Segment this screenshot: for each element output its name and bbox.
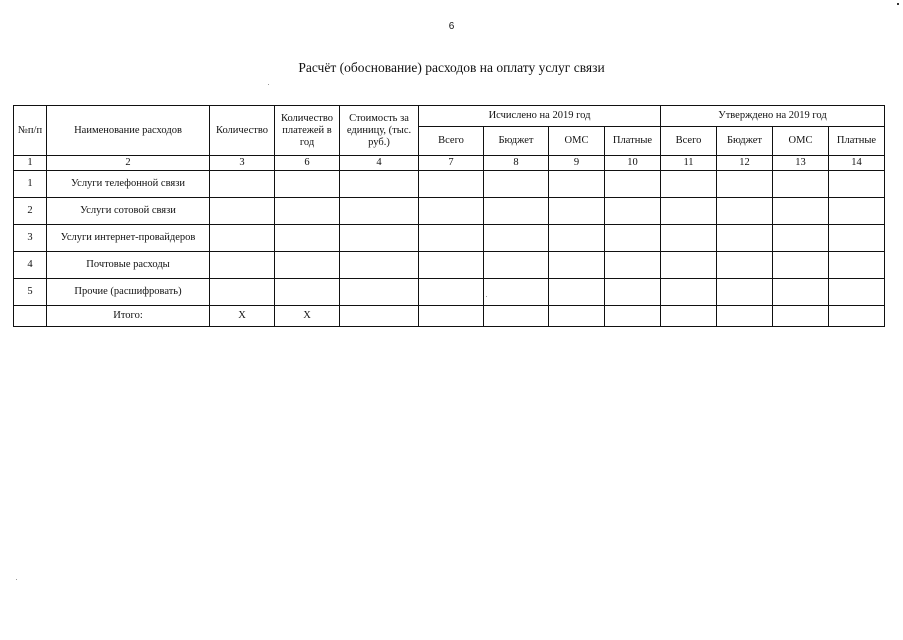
total-payments-mark: Х (275, 306, 340, 327)
empty-cell (717, 306, 773, 327)
header-approved-oms: ОМС (773, 127, 829, 156)
empty-cell (829, 279, 885, 306)
table-row (14, 279, 885, 306)
empty-cell (484, 225, 549, 252)
expense-name: Услуги телефонной связи (47, 171, 210, 198)
empty-cell (210, 225, 275, 252)
empty-cell (275, 198, 340, 225)
empty-cell (419, 171, 484, 198)
scan-speck (268, 84, 269, 85)
column-number: 1 (14, 156, 47, 171)
page-number: 6 (448, 21, 455, 32)
expense-name: Прочие (расшифровать) (47, 279, 210, 306)
empty-cell (210, 279, 275, 306)
empty-cell (661, 252, 717, 279)
empty-cell (549, 198, 605, 225)
empty-cell (661, 198, 717, 225)
empty-cell (484, 279, 549, 306)
empty-cell (275, 171, 340, 198)
empty-cell (661, 171, 717, 198)
expense-calculation-table (13, 105, 885, 327)
empty-cell (717, 225, 773, 252)
empty-cell (340, 252, 419, 279)
empty-cell (717, 279, 773, 306)
empty-cell (661, 225, 717, 252)
table-row (14, 198, 885, 225)
empty-cell (340, 306, 419, 327)
empty-cell (484, 198, 549, 225)
header-approved-group: Утверждено на 2019 год (661, 106, 885, 127)
header-qty: Количество (210, 106, 275, 156)
empty-cell (419, 306, 484, 327)
empty-cell (605, 306, 661, 327)
empty-cell (419, 279, 484, 306)
header-calc-oms: ОМС (549, 127, 605, 156)
header-row-1 (14, 106, 885, 127)
empty-cell (829, 306, 885, 327)
header-approved-total: Всего (661, 127, 717, 156)
expense-name: Услуги интернет-провайдеров (47, 225, 210, 252)
header-num: №п/п (14, 106, 47, 156)
empty-cell (717, 171, 773, 198)
column-number: 3 (210, 156, 275, 171)
column-number: 10 (605, 156, 661, 171)
empty-cell (275, 252, 340, 279)
empty-cell (773, 252, 829, 279)
document-title: Расчёт (обоснование) расходов на оплату услуг связи (298, 60, 605, 75)
empty-cell (210, 252, 275, 279)
header-approved-budget: Бюджет (717, 127, 773, 156)
total-label: Итого: (47, 306, 210, 327)
empty-cell (829, 171, 885, 198)
expense-name: Почтовые расходы (47, 252, 210, 279)
empty-cell (340, 225, 419, 252)
empty-cell (829, 225, 885, 252)
header-approved-paid: Платные (829, 127, 885, 156)
header-payments: Количество платежей в год (275, 106, 340, 156)
column-number: 12 (717, 156, 773, 171)
empty-cell (419, 225, 484, 252)
empty-cell (484, 306, 549, 327)
empty-cell (605, 279, 661, 306)
column-number: 6 (275, 156, 340, 171)
empty-cell (605, 198, 661, 225)
row-number: 3 (14, 225, 47, 252)
table-row (14, 171, 885, 198)
scan-speck (897, 3, 899, 5)
total-row (14, 306, 885, 327)
empty-cell (829, 198, 885, 225)
empty-cell (484, 252, 549, 279)
header-name: Наименование расходов (47, 106, 210, 156)
column-number-row (14, 156, 885, 171)
empty-cell (340, 279, 419, 306)
column-number: 8 (484, 156, 549, 171)
empty-cell (14, 306, 47, 327)
empty-cell (549, 252, 605, 279)
empty-cell (549, 279, 605, 306)
empty-cell (605, 252, 661, 279)
empty-cell (340, 198, 419, 225)
row-number: 4 (14, 252, 47, 279)
empty-cell (773, 171, 829, 198)
empty-cell (549, 306, 605, 327)
empty-cell (661, 306, 717, 327)
empty-cell (275, 279, 340, 306)
scan-speck (16, 579, 17, 580)
column-number: 7 (419, 156, 484, 171)
empty-cell (549, 225, 605, 252)
empty-cell (210, 198, 275, 225)
row-number: 5 (14, 279, 47, 306)
row-number: 2 (14, 198, 47, 225)
column-number: 14 (829, 156, 885, 171)
header-unit-cost: Стоимость за единицу, (тыс. руб.) (340, 106, 419, 156)
empty-cell (549, 171, 605, 198)
header-calc-group: Исчислено на 2019 год (419, 106, 661, 127)
table-row (14, 252, 885, 279)
column-number: 2 (47, 156, 210, 171)
column-number: 11 (661, 156, 717, 171)
scan-speck (486, 296, 487, 297)
empty-cell (419, 198, 484, 225)
column-number: 13 (773, 156, 829, 171)
expense-name: Услуги сотовой связи (47, 198, 210, 225)
total-qty-mark: Х (210, 306, 275, 327)
column-number: 4 (340, 156, 419, 171)
empty-cell (419, 252, 484, 279)
empty-cell (773, 279, 829, 306)
empty-cell (484, 171, 549, 198)
empty-cell (717, 252, 773, 279)
header-calc-paid: Платные (605, 127, 661, 156)
empty-cell (340, 171, 419, 198)
column-number: 9 (549, 156, 605, 171)
empty-cell (605, 225, 661, 252)
table-row (14, 225, 885, 252)
empty-cell (717, 198, 773, 225)
empty-cell (210, 171, 275, 198)
empty-cell (773, 306, 829, 327)
empty-cell (661, 279, 717, 306)
header-calc-budget: Бюджет (484, 127, 549, 156)
empty-cell (773, 225, 829, 252)
empty-cell (773, 198, 829, 225)
row-number: 1 (14, 171, 47, 198)
empty-cell (275, 225, 340, 252)
header-calc-total: Всего (419, 127, 484, 156)
empty-cell (829, 252, 885, 279)
empty-cell (605, 171, 661, 198)
